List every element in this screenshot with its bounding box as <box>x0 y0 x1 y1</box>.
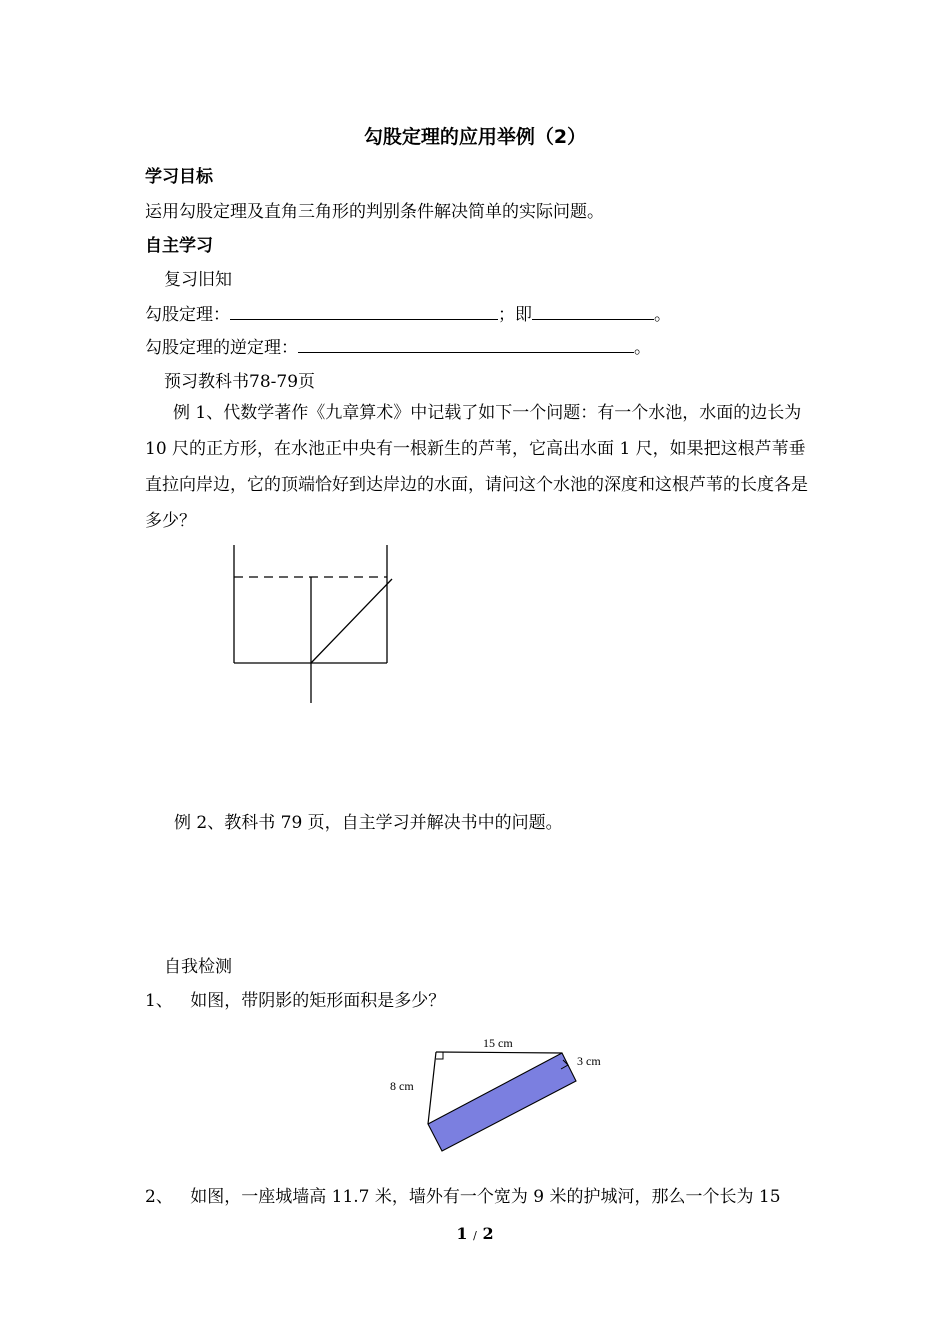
triangle-top-side <box>436 1052 562 1053</box>
label-left: 8 cm <box>390 1079 414 1093</box>
question-1 <box>145 986 445 1011</box>
converse-end: 。 <box>634 338 651 358</box>
self-test-heading: 自我检测 <box>164 957 232 977</box>
question-2 <box>145 1182 781 1207</box>
question-1-text: 如图，带阴影的矩形面积是多少？ <box>190 991 446 1011</box>
question-1-number: 1、 <box>145 991 173 1011</box>
self-study-heading: 自主学习 <box>145 236 213 256</box>
label-right: 3 cm <box>577 1054 601 1068</box>
converse-line <box>145 333 651 358</box>
page-separator: / <box>473 1229 477 1242</box>
pythagorean-formula-blank[interactable] <box>532 305 654 320</box>
triangle-left-side <box>428 1052 436 1124</box>
pythagorean-blank[interactable] <box>230 305 498 320</box>
review-label: 复习旧知 <box>164 270 232 290</box>
question-2-text: 如图，一座城墙高 11.7 米，墙外有一个宽为 9 米的护城河，那么一个长为 15 <box>190 1187 781 1207</box>
reed-pulled-line <box>311 579 392 663</box>
converse-blank[interactable] <box>298 338 634 353</box>
page-total: 2 <box>482 1224 494 1243</box>
pythagorean-mid: ；即 <box>498 305 532 325</box>
example1-text: 例 1、代数学著作《九章算术》中记载了如下一个问题：有一个水池，水面的边长为 10 尺的正方形，在水池正中央有一根新生的芦苇，它高出水面 1 尺，如果把这根芦苇垂直拉向岸边，它的顶端恰好到达岸边的水面，请问这个水池的深度和这根芦苇的长度各是多少？ <box>145 403 808 531</box>
question-2-number: 2、 <box>145 1187 173 1207</box>
right-angle-mark-left <box>436 1052 443 1059</box>
page-current: 1 <box>456 1224 468 1243</box>
pond-figure <box>225 543 405 705</box>
pythagorean-line <box>145 300 671 325</box>
objectives-heading: 学习目标 <box>145 167 213 187</box>
shaded-rectangle <box>428 1053 576 1151</box>
page-title: 勾股定理的应用举例（2） <box>363 126 587 148</box>
preview-line: 预习教科书78-79页 <box>164 372 316 392</box>
pythagorean-label: 勾股定理： <box>145 305 230 325</box>
shaded-rectangle-figure <box>380 1018 620 1158</box>
label-top: 15 cm <box>483 1036 513 1050</box>
objectives-text: 运用勾股定理及直角三角形的判别条件解决简单的实际问题。 <box>145 202 604 222</box>
page-number <box>0 1224 950 1243</box>
converse-label: 勾股定理的逆定理： <box>145 338 298 358</box>
pythagorean-end: 。 <box>654 305 671 325</box>
example2-text: 例 2、教科书 79 页，自主学习并解决书中的问题。 <box>174 813 563 833</box>
